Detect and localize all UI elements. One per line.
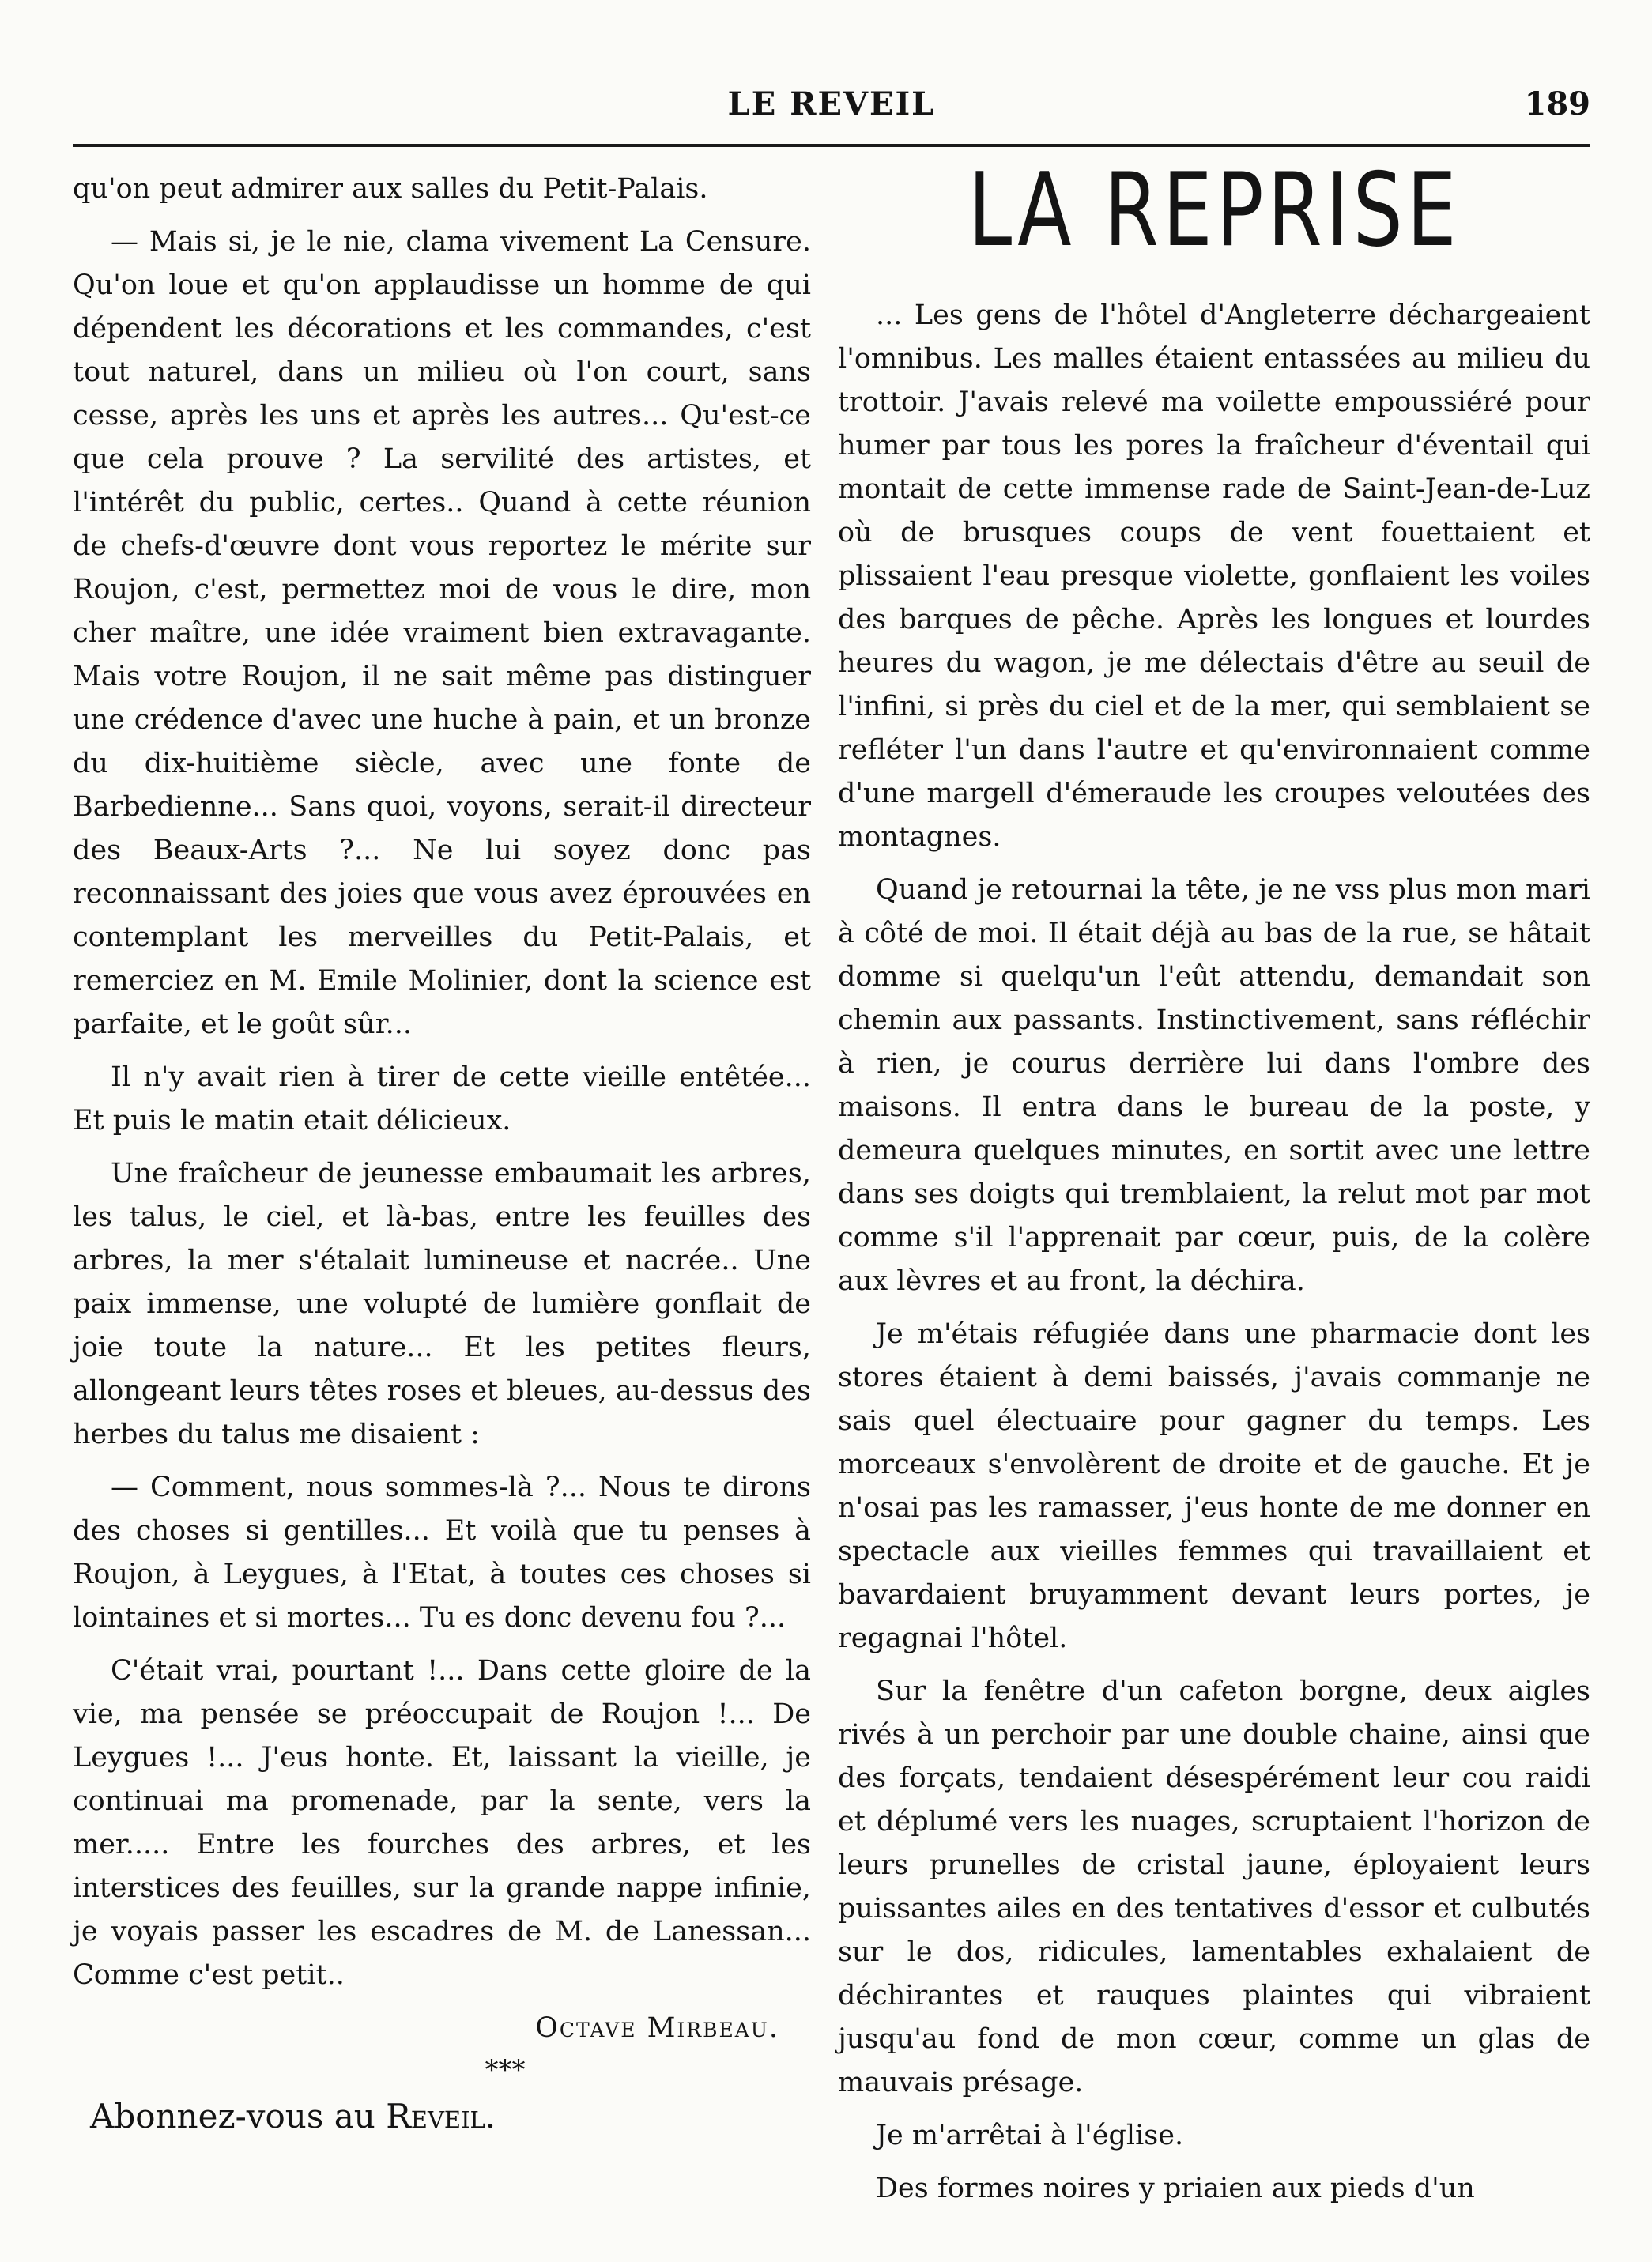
right-column — [838, 152, 1590, 2220]
paragraph: qu'on peut admirer aux salles du Petit-Palais. — [73, 173, 708, 205]
paragraph: Je m'arrêtai à l'église. — [876, 2120, 1184, 2151]
subscribe-notice — [73, 2093, 811, 2140]
page-number: 189 — [1524, 85, 1590, 123]
journal-title: LE REVEIL — [727, 85, 936, 123]
paragraph: Je m'étais réfugiée dans une pharmacie dont les stores étaient à demi baissés, j'avais commanje ne sais quel électuaire pour gagner du temps. Les morceaux s'envolèrent de droite et de gauche. Et je n'osai pas les ramasser, j'eus honte de me donner en spectacle aux vieilles femmes qui travaillaient et bavardaient bruyamment devant leurs portes, je regagnai l'hôtel. — [838, 1318, 1590, 1654]
paragraph: — Mais si, je le nie, clama vivement La Censure. Qu'on loue et qu'on applaudisse un homme de qui dépendent les décorations et les commandes, c'est tout naturel, dans un milieu où l'on court, sans cesse, après les uns et après les autres... Qu'est-ce que cela prouve ? La servilité des artistes, et l'intérêt du public, certes.. Quand à cette réunion de chefs-d'œuvre dont vous reportez le mérite sur Roujon, c'est, permettez moi de vous le dire, mon cher maître, une idée vraiment bien extravagante. Mais votre Roujon, il ne sait même pas distinguer une crédence d'avec une huche à pain, et un bronze du dix-huitième siècle, avec une fonte de Barbedienne... Sans quoi, voyons, serait-il directeur des Beaux-Arts ?... Ne lui soyez donc pas reconnaissant des joies que vous avez éprouvées en contemplant les merveilles du Petit-Palais, et remerciez en M. Emile Molinier, dont la science est parfaite, et le goût sûr... — [73, 226, 811, 1040]
paragraph: Sur la fenêtre d'un cafeton borgne, deux aigles rivés à un perchoir par une double chaine, ainsi que des forçats, tendaient désespérément leur cou raidi et déplumé vers les nuages, scruptaient l'horizon de leurs prunelles de cristal jaune, éployaient leurs puissantes ailes en des tentatives d'essor et culbutés sur le dos, ridicules, lamentables exhalaient de déchirantes et rauques plaintes qui vibraient jusqu'au fond de mon cœur, comme un glas de mauvais présage. — [838, 1676, 1590, 2098]
paragraph: Une fraîcheur de jeunesse embaumait les arbres, les talus, le ciel, et là-bas, entre les feuilles des arbres, la mer s'étalait lumineuse et nacrée.. Une paix immense, une volupté de lumière gonflait de joie toute la nature... Et les petites fleurs, allongeant leurs têtes roses et bleues, au-dessus des herbes du talus me disaient : — [73, 1158, 811, 1450]
paragraph: Des formes noires y priaien aux pieds d'un — [876, 2173, 1475, 2204]
article-title: LA REPRISE — [967, 152, 1461, 270]
paragraph: ... Les gens de l'hôtel d'Angleterre déchargeaient l'omnibus. Les malles étaient entassées au milieu du trottoir. J'avais relevé ma voilette empoussiéré pour humer par tous les pores la fraîcheur d'éventail qui montait de cette immense rade de Saint-Jean-de-Luz où de brusques coups de vent fouettaient et plissaient l'eau presque violette, gonflaient les voiles des barques de pêche. Après les longues et lourdes heures du wagon, je me délectais d'être au seuil de l'infini, si près du ciel et de la mer, qui semblaient se refléter l'un dans l'autre et qu'environnaient comme d'une margell d'émeraude les croupes veloutées des montagnes. — [838, 300, 1590, 853]
left-column — [73, 168, 811, 2140]
header-rule — [73, 144, 1590, 147]
page-header — [73, 85, 1590, 133]
paragraph: — Comment, nous sommes-là ?... Nous te dirons des choses si gentilles... Et voilà que tu penses à Roujon, à Leygues, à l'Etat, à toutes ces choses si lointaines et si mortes... Tu es donc devenu fou ?... — [73, 1472, 811, 1634]
section-separator: *** — [485, 2054, 526, 2086]
paragraph: Quand je retournai la tête, je ne vss plus mon mari à côté de moi. Il était déjà au bas de la rue, se hâtait domme si quelqu'un l'eût attendu, demandait son chemin aux passants. Instinctivement, sans réfléchir à rien, je courus derrière lui dans l'ombre des maisons. Il entra dans le bureau de la poste, y demeura quelques minutes, en sortit avec une lettre dans ses doigts qui tremblaient, la relut mot par mot comme s'il l'apprenait par cœur, puis, de la colère aux lèvres et au front, la déchira. — [838, 874, 1590, 1297]
author-signature: Octave Mirbeau. — [535, 2012, 779, 2044]
subscribe-journal-name: Reveil. — [386, 2097, 496, 2136]
paragraph: Il n'y avait rien à tirer de cette vieille entêtée... Et puis le matin etait délicieux. — [73, 1061, 811, 1137]
subscribe-text: Abonnez-vous au — [90, 2097, 387, 2136]
paragraph: C'était vrai, pourtant !... Dans cette gloire de la vie, ma pensée se préoccupait de Roujon !... De Leygues !... J'eus honte. Et, laissant la vieille, je continuai ma promenade, par la sente, vers la mer..... Entre les fourches des arbres, et les interstices des feuilles, sur la grande nappe infinie, je voyais passer les escadres de M. de Lanessan... Comme c'est petit.. — [73, 1655, 811, 1991]
